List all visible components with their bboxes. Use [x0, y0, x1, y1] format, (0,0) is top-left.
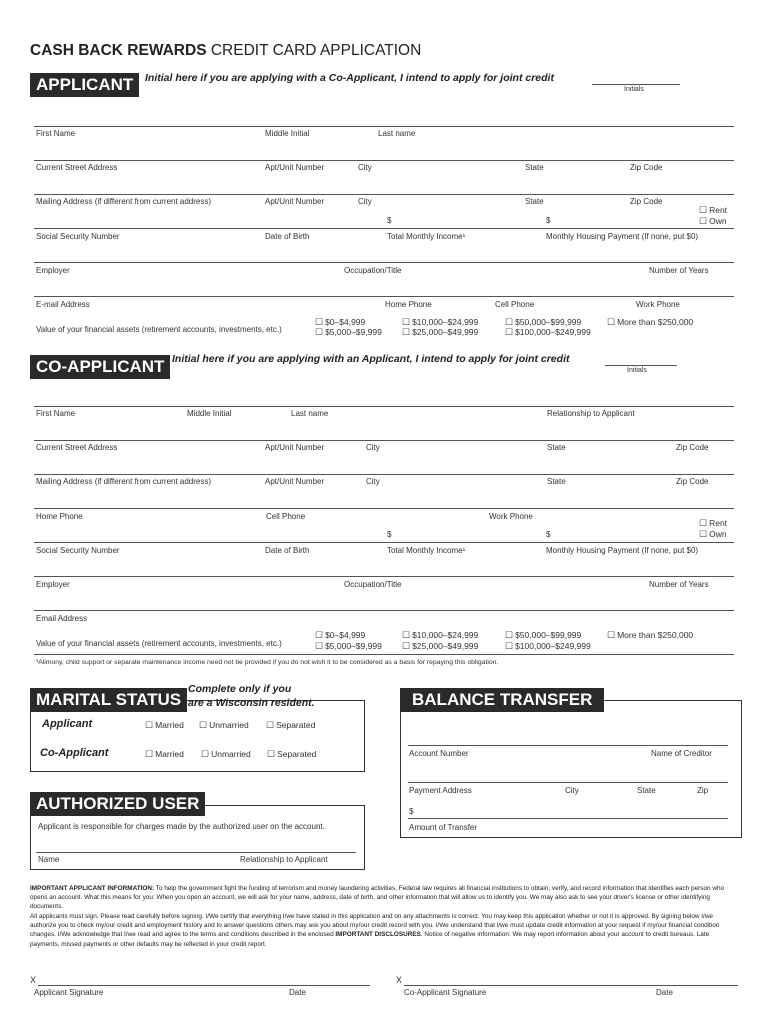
co-unmarried-checkbox[interactable]: ☐ Unmarried: [201, 749, 251, 760]
co-home-phone-label: Home Phone: [36, 512, 83, 521]
coapplicant-phone-line[interactable]: [34, 508, 734, 509]
housing-dollar: $: [546, 216, 551, 225]
city-label: City: [358, 163, 372, 172]
applicant-married-checkbox[interactable]: ☐ Married: [145, 720, 184, 731]
authorized-relationship-label: Relationship to Applicant: [240, 855, 328, 864]
income-label: Total Monthly Income¹: [387, 232, 466, 241]
applicant-signature-x: X: [30, 975, 37, 985]
important-text-2c: . Notice of negative information: We may report information about your account to credit bureaus. Late payments, missed payments or other defaults may be reflected in your credit report.: [30, 931, 710, 948]
asset-option[interactable]: ☐ $100,000–$249,999: [505, 327, 591, 338]
applicant-initials-line[interactable]: [592, 84, 680, 85]
co-first-name-label: First Name: [36, 409, 76, 418]
page-title: [30, 42, 421, 60]
co-own-checkbox[interactable]: ☐ Own: [699, 529, 727, 540]
bt-dollar: $: [409, 807, 414, 816]
income-dollar: $: [387, 216, 392, 225]
co-street-label: Current Street Address: [36, 443, 118, 452]
coapplicant-initial-note: Initial here if you are applying with an Applicant, I intend to apply for joint credit: [172, 353, 570, 365]
applicant-header: APPLICANT: [30, 73, 139, 97]
important-text-2a: All applicants must sign. Please read carefully before signing. I/We certify that everything I/we have stated in this application and on any attachments is correct. You may keep this application whether or not it is approved. By signing below I/we authorize you to check my/our credit and employment history and to answer questions others may ask you about my/our credit record with you. I/We understand that I/we must update credit information at your request if my/our financial condition changes. I/We acknowledge that I/we read and agree to the terms and conditions described in the enclosed: [30, 913, 720, 939]
ssn-label: Social Security Number: [36, 232, 120, 241]
applicant-street-line[interactable]: [34, 160, 734, 161]
coapplicant-signature-label: Co-Applicant Signature: [404, 988, 487, 997]
co-last-name-label: Last name: [291, 409, 329, 418]
marital-header: MARITAL STATUS: [30, 688, 187, 712]
mailing-state-label: State: [525, 197, 544, 206]
account-number-line[interactable]: [408, 745, 728, 746]
important-info-p1: [30, 884, 740, 912]
applicant-unmarried-checkbox[interactable]: ☐ Unmarried: [199, 720, 249, 731]
housing-label: Monthly Housing Payment (If none, put $0): [546, 232, 699, 241]
assets-label: Value of your financial assets (retirement accounts, investments, etc.): [36, 325, 282, 334]
co-employer-label: Employer: [36, 580, 70, 589]
co-mailing-city-label: City: [366, 477, 380, 486]
co-ssn-label: Social Security Number: [36, 546, 120, 555]
first-name-label: First Name: [36, 129, 76, 138]
applicant-email-line[interactable]: [34, 296, 734, 297]
mailing-apt-label: Apt/Unit Number: [265, 197, 325, 206]
co-state-label: State: [547, 443, 566, 452]
co-rent-checkbox[interactable]: ☐ Rent: [699, 518, 727, 529]
co-asset-option[interactable]: ☐ $5,000–$9,999: [315, 641, 382, 652]
important-text-1: To help the government fight the funding of terrorism and money laundering activities, Federal law requires all financial institutions to obtain, verify, and record information that identifies each person who opens an account. What this means for you: When you open an account, we will ask for your name, address, date of birth, and other information that will allow us to identify you. We may also ask to see your driver's license or other identifying documents.: [30, 885, 725, 911]
asset-option[interactable]: ☐ $5,000–$9,999: [315, 327, 382, 338]
co-apt-label: Apt/Unit Number: [265, 443, 325, 452]
important-info-p2: [30, 912, 740, 949]
bt-city-label: City: [565, 786, 579, 795]
coapplicant-ssn-line[interactable]: [34, 542, 734, 543]
coapplicant-date-label: Date: [656, 988, 673, 997]
account-number-label: Account Number: [409, 749, 469, 758]
asset-option[interactable]: ☐ More than $250,000: [607, 317, 693, 328]
marital-coapplicant-label: Co-Applicant: [40, 747, 109, 759]
state-label: State: [525, 163, 544, 172]
coapplicant-name-line[interactable]: [34, 406, 734, 407]
coapplicant-street-line[interactable]: [34, 440, 734, 441]
amount-line[interactable]: [408, 818, 728, 819]
asset-option[interactable]: ☐ $0–$4,999: [315, 317, 365, 328]
authorized-text: Applicant is responsible for charges made by the authorized user on the account.: [38, 822, 325, 831]
co-income-dollar: $: [387, 530, 392, 539]
coapplicant-initials-line[interactable]: [605, 365, 677, 366]
co-mailing-state-label: State: [547, 477, 566, 486]
payment-address-label: Payment Address: [409, 786, 472, 795]
co-housing-label: Monthly Housing Payment (If none, put $0): [546, 546, 699, 555]
marital-applicant-label: Applicant: [42, 718, 93, 730]
title-bold: CASH BACK REWARDS: [30, 42, 207, 59]
authorized-name-line[interactable]: [36, 852, 356, 853]
co-asset-option[interactable]: ☐ $100,000–$249,999: [505, 641, 591, 652]
email-label: E-mail Address: [36, 300, 90, 309]
creditor-label: Name of Creditor: [651, 749, 712, 758]
co-mailing-label: Mailing Address (if different from current address): [36, 477, 212, 486]
occupation-label: Occupation/Title: [344, 266, 402, 275]
rent-checkbox[interactable]: ☐ Rent: [699, 205, 727, 216]
co-mailing-zip-label: Zip Code: [676, 477, 709, 486]
work-phone-label: Work Phone: [636, 300, 680, 309]
applicant-initials-label: Initials: [624, 86, 644, 93]
marital-note-2: are a Wisconsin resident.: [188, 697, 315, 709]
applicant-ssn-line[interactable]: [34, 228, 734, 229]
employer-label: Employer: [36, 266, 70, 275]
apt-label: Apt/Unit Number: [265, 163, 325, 172]
payment-address-line[interactable]: [408, 782, 728, 783]
bt-zip-label: Zip: [697, 786, 709, 795]
home-phone-label: Home Phone: [385, 300, 432, 309]
coapplicant-initials-label: Initials: [627, 367, 647, 374]
important-heading: IMPORTANT APPLICANT INFORMATION:: [30, 885, 155, 892]
mailing-city-label: City: [358, 197, 372, 206]
mailing-zip-label: Zip Code: [630, 197, 663, 206]
applicant-signature-line[interactable]: [38, 985, 370, 986]
co-zip-label: Zip Code: [676, 443, 709, 452]
coapplicant-signature-x: X: [396, 975, 403, 985]
co-mailing-apt-label: Apt/Unit Number: [265, 477, 325, 486]
marital-note-1: Complete only if you: [188, 683, 292, 695]
middle-initial-label: Middle Initial: [265, 129, 310, 138]
co-relationship-label: Relationship to Applicant: [547, 409, 635, 418]
amount-label: Amount of Transfer: [409, 823, 478, 832]
balance-header: BALANCE TRANSFER: [400, 688, 604, 712]
applicant-initial-note: Initial here if you are applying with a Co-Applicant, I intend to apply for joint credit: [145, 72, 554, 84]
footnote-rule: [34, 654, 734, 655]
mailing-label: Mailing Address (if different from current address): [36, 197, 212, 206]
co-income-label: Total Monthly Income¹: [387, 546, 466, 555]
co-work-phone-label: Work Phone: [489, 512, 533, 521]
co-middle-initial-label: Middle Initial: [187, 409, 232, 418]
co-dob-label: Date of Birth: [265, 546, 310, 555]
co-asset-option[interactable]: ☐ $0–$4,999: [315, 630, 365, 641]
applicant-date-label: Date: [289, 988, 306, 997]
own-checkbox[interactable]: ☐ Own: [699, 216, 727, 227]
last-name-label: Last name: [378, 129, 416, 138]
cell-phone-label: Cell Phone: [495, 300, 535, 309]
co-housing-dollar: $: [546, 530, 551, 539]
street-label: Current Street Address: [36, 163, 118, 172]
co-email-label: Email Address: [36, 614, 88, 623]
co-asset-option[interactable]: ☐ $50,000–$99,999: [505, 630, 581, 641]
applicant-signature-label: Applicant Signature: [34, 988, 104, 997]
co-asset-option[interactable]: ☐ More than $250,000: [607, 630, 693, 641]
authorized-name-label: Name: [38, 855, 60, 864]
applicant-employer-line[interactable]: [34, 262, 734, 263]
coapplicant-signature-line[interactable]: [404, 985, 738, 986]
co-asset-option[interactable]: ☐ $25,000–$49,999: [402, 641, 478, 652]
asset-option[interactable]: ☐ $10,000–$24,999: [402, 317, 478, 328]
title-rest: CREDIT CARD APPLICATION: [206, 42, 422, 59]
coapplicant-employer-line[interactable]: [34, 576, 734, 577]
applicant-mailing-line[interactable]: [34, 194, 734, 195]
co-assets-label: Value of your financial assets (retirement accounts, investments, etc.): [36, 639, 282, 648]
coapplicant-header: CO-APPLICANT: [30, 355, 170, 379]
co-asset-option[interactable]: ☐ $10,000–$24,999: [402, 630, 478, 641]
bt-state-label: State: [637, 786, 656, 795]
co-separated-checkbox[interactable]: ☐ Separated: [267, 749, 316, 760]
years-label: Number of Years: [649, 266, 709, 275]
asset-option[interactable]: ☐ $50,000–$99,999: [505, 317, 581, 328]
dob-label: Date of Birth: [265, 232, 310, 241]
co-occupation-label: Occupation/Title: [344, 580, 402, 589]
applicant-separated-checkbox[interactable]: ☐ Separated: [266, 720, 315, 731]
asset-option[interactable]: ☐ $25,000–$49,999: [402, 327, 478, 338]
co-city-label: City: [366, 443, 380, 452]
coapplicant-mailing-line[interactable]: [34, 474, 734, 475]
applicant-name-line[interactable]: [34, 126, 734, 127]
footnote: ¹Alimony, child support or separate maintenance income need not be provided if you do not wish it to be considered as a basis for repaying this obligation.: [36, 659, 499, 666]
authorized-header: AUTHORIZED USER: [30, 792, 205, 816]
coapplicant-email-line[interactable]: [34, 610, 734, 611]
co-years-label: Number of Years: [649, 580, 709, 589]
co-married-checkbox[interactable]: ☐ Married: [145, 749, 184, 760]
co-cell-phone-label: Cell Phone: [266, 512, 306, 521]
important-disclosures: IMPORTANT DISCLOSURES: [335, 931, 421, 939]
zip-label: Zip Code: [630, 163, 663, 172]
